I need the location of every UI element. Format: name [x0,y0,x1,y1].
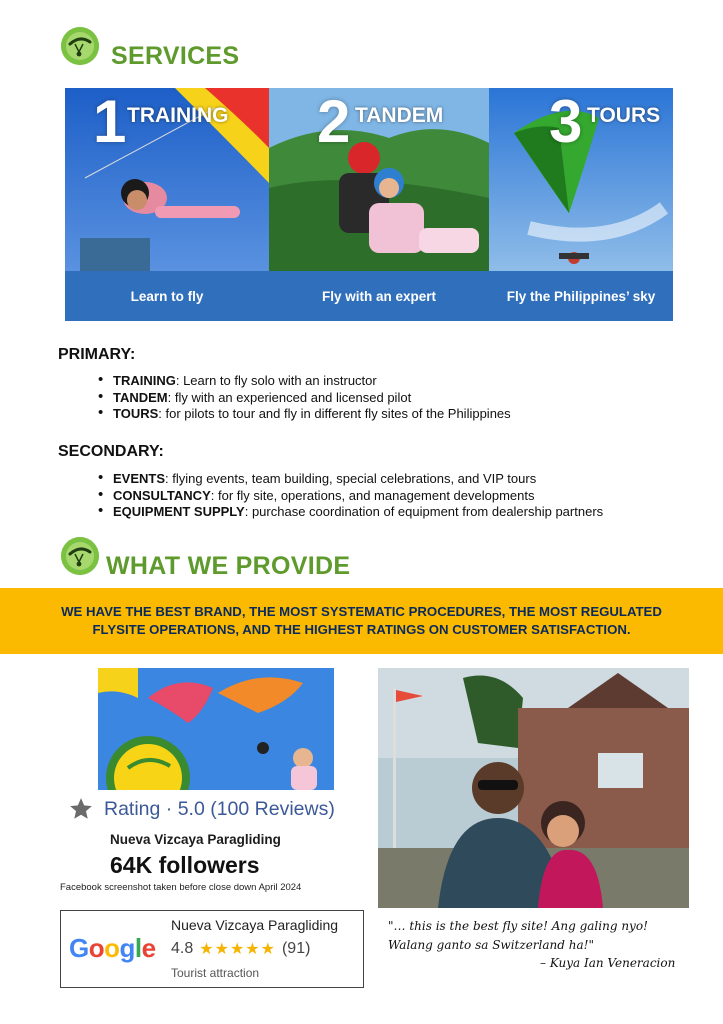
list-item [95,471,603,488]
list-item-desc: : purchase coordination of equipment from dealership partners [244,504,604,520]
secondary-heading: SECONDARY: [58,443,164,460]
google-review-count: (91) [281,940,311,957]
list-item-term: EVENTS [113,471,166,486]
list-item [95,488,603,505]
card-label: TRAINING [127,104,229,127]
rating-text: Rating · 5.0 (100 Reviews) [104,797,335,820]
card-caption: Learn to fly [65,271,269,321]
list-item [95,390,511,407]
card-number: 1 [93,88,127,155]
google-business-type: Tourist attraction [171,966,260,980]
banner-text [42,603,682,639]
primary-heading: PRIMARY: [58,346,136,363]
star-icon: ★★★★★ [199,941,276,958]
list-item-desc: : flying events, team building, special celebrations, and VIP tours [165,471,537,486]
card-label: TANDEM [355,104,444,127]
facebook-rating [68,796,335,822]
card-caption: Fly the Philippines’ sky [489,271,673,321]
secondary-list [95,471,603,521]
list-item-term: TOURS [113,406,159,422]
services-title: SERVICES [111,42,240,70]
testimonial-quote [388,917,648,955]
paraglider-logo-icon [61,537,99,575]
list-item [95,504,603,521]
list-item-term: EQUIPMENT SUPPLY [113,504,245,520]
list-item-term: TANDEM [113,389,168,405]
facebook-cover-image [98,668,334,790]
google-logo: Google [69,933,156,963]
google-score: 4.8 [171,940,194,957]
service-cards [65,88,673,321]
facebook-page-name: Nueva Vizcaya Paragliding [110,832,281,847]
card-label: TOURS [587,104,661,127]
testimonial-photo [378,668,689,908]
list-item-term: CONSULTANCY [113,487,211,503]
banner-line: FLYSITE OPERATIONS, AND THE HIGHEST RATINGS ON CUSTOMER SATISFACTION. [92,622,631,637]
service-card-tours[interactable] [489,88,673,321]
list-item-desc: : for pilots to tour and fly in different fly sites of the Philippines [158,406,511,422]
service-card-training[interactable] [65,88,269,321]
google-rating-row [171,939,310,959]
provide-title: WHAT WE PROVIDE [106,552,351,580]
list-item [95,373,511,390]
list-item-desc: : for fly site, operations, and management developments [210,487,535,503]
banner-line: WE HAVE THE BEST BRAND, THE MOST SYSTEMATIC PROCEDURES, THE MOST REGULATED [61,604,662,619]
quote-line: "… this is the best fly site! Ang galing nyo! [388,919,648,933]
paraglider-logo-icon [61,27,99,65]
list-item-desc: : fly with an experienced and licensed pilot [167,389,412,405]
quote-line: Walang ganto sa Switzerland ha!" [388,938,594,952]
screenshot-note: Facebook screenshot taken before close down April 2024 [60,882,302,893]
highlight-banner [0,588,723,654]
followers-count: 64K followers [110,852,260,878]
list-item-desc: : Learn to fly solo with an instructor [175,373,377,388]
card-caption: Fly with an expert [269,271,489,321]
primary-list [95,373,511,423]
list-item [95,406,511,423]
testimonial-author: – Kuya Ian Veneracion [540,956,676,970]
star-icon [68,796,94,822]
service-card-tandem[interactable] [269,88,489,321]
card-number: 3 [549,88,583,155]
google-business-name: Nueva Vizcaya Paragliding [171,917,339,933]
card-number: 2 [317,88,351,155]
google-rating-card [60,910,364,988]
list-item-term: TRAINING [113,373,176,388]
